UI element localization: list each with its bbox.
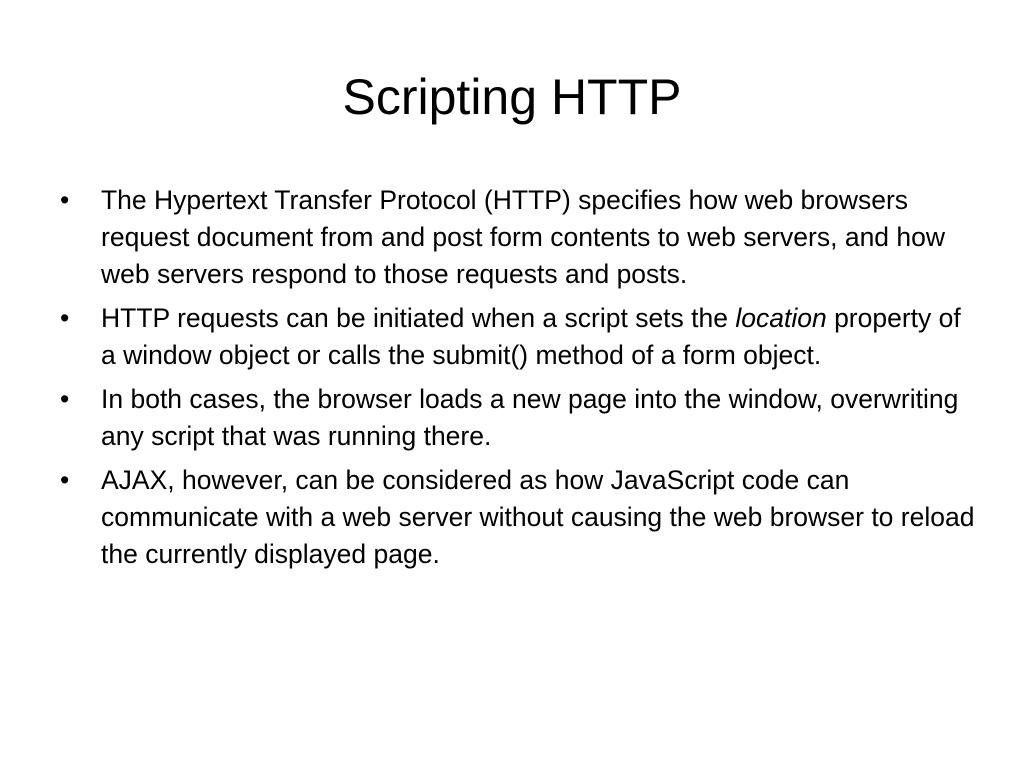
slide-title: Scripting HTTP: [342, 69, 682, 125]
bullet-text: In both cases, the browser loads a new page into the window, overwriting any script that was running there.: [101, 384, 959, 451]
bullet-item-ajax: [56, 462, 976, 573]
bullet-dot-icon: •: [60, 303, 70, 333]
bullet-dot-icon: •: [60, 384, 70, 414]
bullet-emphasis-location: location: [735, 303, 827, 333]
bullet-item-page-reload: [56, 381, 976, 455]
bullet-text: The Hypertext Transfer Protocol (HTTP) specifies how web browsers request document from and post form contents to web servers, and how web servers respond to those requests and posts.: [101, 185, 946, 289]
bullet-text-before: HTTP requests can be initiated when a script sets the: [101, 303, 736, 333]
bullet-dot-icon: •: [60, 185, 70, 215]
bullet-text-after: property of a window object or calls the submit() method of a form object.: [101, 303, 961, 370]
bullet-text: AJAX, however, can be considered as how JavaScript code can communicate with a web server without causing the web browser to reload the currently displayed page.: [101, 465, 975, 569]
bullet-list: [56, 182, 976, 580]
bullet-item-http-definition: [56, 182, 976, 293]
bullet-item-http-requests: [56, 300, 976, 374]
bullet-dot-icon: •: [60, 465, 70, 495]
